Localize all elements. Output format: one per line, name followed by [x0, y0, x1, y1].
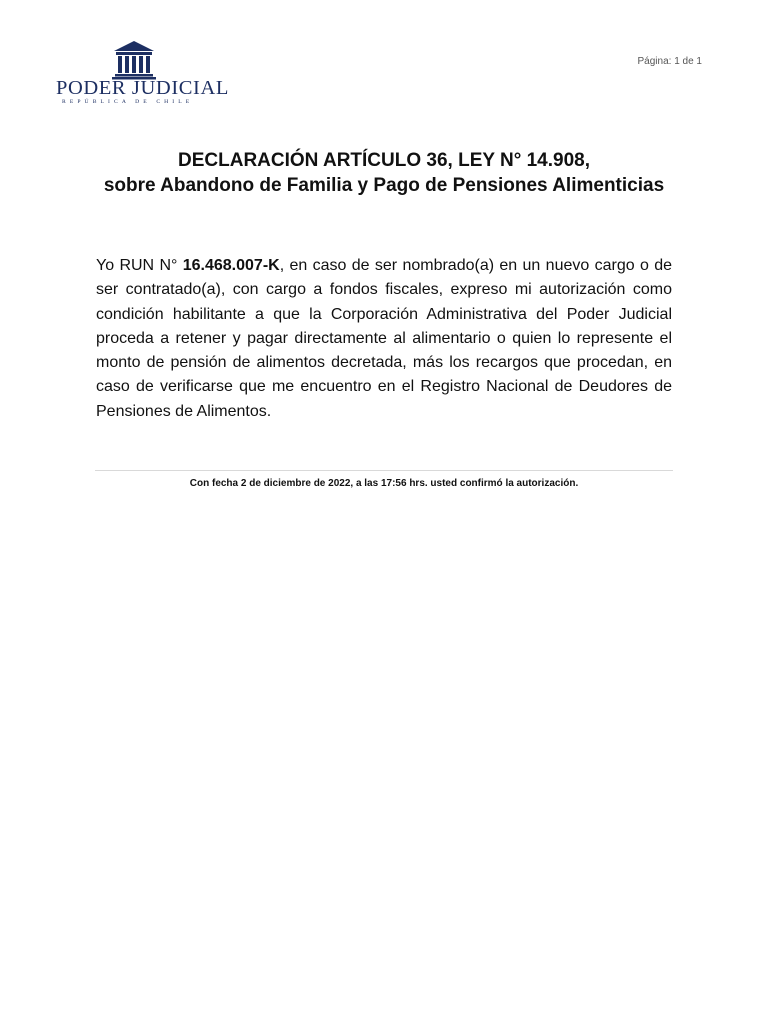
confirmation-text: Con fecha 2 de diciembre de 2022, a las 17:56 hrs. usted confirmó la autorización.: [189, 478, 579, 489]
declaration-paragraph: [96, 254, 672, 424]
body-suffix: , en caso de ser nombrado(a) en un nuevo cargo o de ser contratado(a), con cargo a fondos fiscales, expreso mi autorización como condición habilitante a que la Corporación Administrativa del Poder Judicial proceda a retener y pagar directamente al alimentario o quien lo represente el monto de pensión de alimentos decretada, más los recargos que procedan, en caso de verificarse que me encuentro en el Registro Nacional de Deudores de Pensiones de Alimentos.: [96, 257, 672, 420]
body-prefix: Yo RUN N°: [96, 257, 183, 274]
divider: [95, 470, 673, 471]
run-number: 16.468.007-K: [182, 257, 280, 274]
document-title-line-1: DECLARACIÓN ARTÍCULO 36, LEY N° 14.908,: [178, 150, 590, 171]
logo-subtitle: REPÚBLICA DE CHILE: [62, 99, 194, 105]
page-indicator: Página: 1 de 1: [637, 56, 702, 67]
logo-title: PODER JUDICIAL: [56, 77, 229, 99]
courthouse-emblem-icon: [111, 40, 157, 80]
document-title-line-2: sobre Abandono de Familia y Pago de Pensiones Alimenticias: [103, 175, 665, 196]
poder-judicial-logo: [56, 34, 229, 110]
